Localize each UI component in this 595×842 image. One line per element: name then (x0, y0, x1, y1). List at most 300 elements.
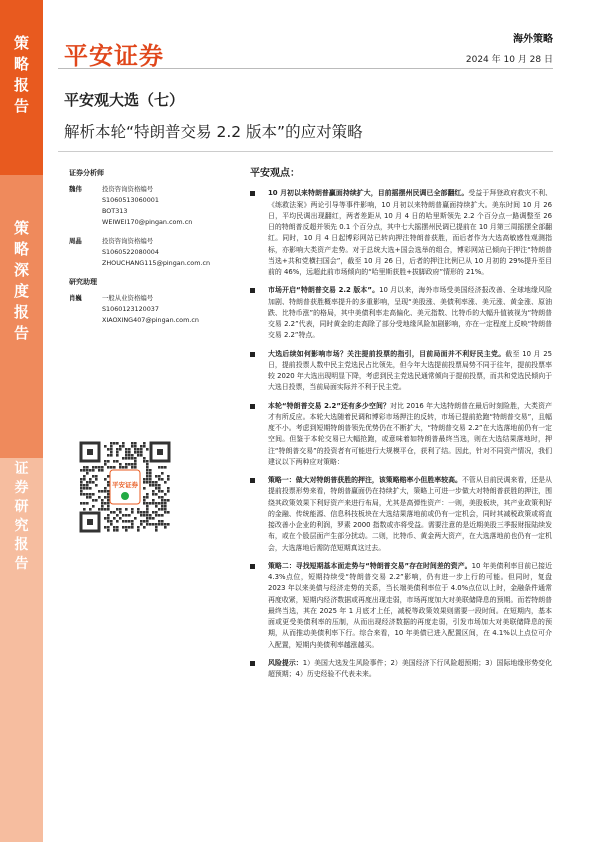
qr-module (89, 493, 92, 496)
qr-module (152, 502, 155, 505)
qr-module (149, 514, 152, 517)
qr-module (116, 508, 119, 511)
qr-module (140, 514, 143, 517)
bullet-icon (250, 191, 255, 196)
qr-module (119, 517, 122, 520)
point-lead: 策略一：做大对特朗普获胜的押注，该策略赔率小但胜率较高。 (268, 476, 462, 484)
qr-module (155, 523, 158, 526)
point-lead: 市场开启“特朗普交易 2.2 版本”。 (268, 286, 380, 295)
qr-module (110, 511, 113, 514)
qr-module (86, 502, 89, 505)
point-paragraph (250, 285, 552, 341)
qr-module (83, 508, 86, 511)
qr-module (143, 499, 146, 502)
qr-module (143, 445, 146, 448)
report-date: 2024 年 10 月 28 日 (465, 55, 553, 65)
qr-module (107, 490, 110, 493)
qr-module (119, 511, 122, 514)
qr-module (128, 451, 131, 454)
qr-module (158, 487, 161, 490)
sidebar-char: 略 (13, 55, 29, 73)
qr-module (161, 520, 164, 523)
qr-module (107, 514, 110, 517)
qr-module (140, 451, 143, 454)
qr-module (149, 481, 152, 484)
qr-module (137, 448, 140, 451)
point-text: 10 年美债利率目前已接近 4.3%点位，短期持续受“特朗普交易 2.2”影响，仍有进一步上行的可能。但同时，复盘 2023 年以来美债与经济走势的关系，当长端美债利率位于 4.0%点位以上时，金融条件通常再度收紧，短期内经济数据或再度出现走弱，市场再度加大对美联储降息的预期。而若特朗普最终当选，其在 2025 年 1 月底才上任，减税等政策效果则需要一段时间。在短期内，基本面或更受美债利率的压制，从而出现经济数据的再度走弱，引发市场加大对美联储降息的预期，从而推动美债利率下行。综合来看，10 年美债已进入配置区间，在 4.1%以上点位可介入配置，短期内美债利率越涨越买。 (268, 561, 552, 649)
qr-module (146, 466, 149, 469)
qr-module (128, 520, 131, 523)
qr-module (155, 493, 158, 496)
qr-module (107, 505, 110, 508)
analyst-panel (69, 168, 244, 334)
qr-module (116, 460, 119, 463)
qr-module (131, 508, 134, 511)
qr-module (143, 487, 146, 490)
qr-module (146, 511, 149, 514)
qr-module (158, 508, 161, 511)
sidebar-char: 报 (13, 303, 29, 321)
qr-module (143, 442, 146, 445)
qr-module (95, 484, 98, 487)
point-paragraph (250, 561, 552, 651)
qr-module (113, 517, 116, 520)
qr-module (146, 481, 149, 484)
qr-module (122, 514, 125, 517)
risk-paragraph (250, 658, 552, 681)
qr-module (125, 508, 128, 511)
qr-module (146, 523, 149, 526)
qr-module (155, 487, 158, 490)
bullet-icon (250, 352, 255, 357)
analyst-line: S1060522080004 (102, 248, 159, 256)
qr-module (137, 451, 140, 454)
sidebar-segment-deep-report (0, 175, 43, 458)
qr-module (92, 499, 95, 502)
qr-module (107, 517, 110, 520)
qr-logo-text: 平安证券 (112, 481, 138, 489)
qr-module (158, 475, 161, 478)
qr-module (149, 475, 152, 478)
qr-module (104, 490, 107, 493)
qr-module (143, 478, 146, 481)
sidebar-char: 证 (14, 461, 29, 477)
qr-module (113, 529, 116, 532)
qr-module (113, 442, 116, 445)
qr-module (161, 499, 164, 502)
qr-module (155, 511, 158, 514)
assistant-line: S1060123120037 (102, 305, 159, 313)
qr-module (146, 496, 149, 499)
qr-module (101, 505, 104, 508)
qr-module (89, 487, 92, 490)
qr-module (86, 487, 89, 490)
qr-module (107, 484, 110, 487)
qr-module (116, 514, 119, 517)
qr-module (140, 445, 143, 448)
qr-module (137, 526, 140, 529)
qr-module (152, 511, 155, 514)
qr-module (158, 490, 161, 493)
qr-module (110, 466, 113, 469)
qr-module (134, 448, 137, 451)
point-lead: 本轮“特朗普交易 2.2”还有多少空间？ (268, 401, 390, 410)
sidebar-char: 报 (14, 537, 29, 553)
qr-module (146, 520, 149, 523)
qr-module (101, 508, 104, 511)
qr-module (80, 490, 83, 493)
qr-module (89, 478, 92, 481)
qr-module (107, 475, 110, 478)
qr-module (125, 457, 128, 460)
qr-module (86, 493, 89, 496)
qr-module (92, 475, 95, 478)
qr-module (143, 481, 146, 484)
qr-module (95, 475, 98, 478)
qr-module (101, 469, 104, 472)
point-lead: 10 月初以来特朗普赢面持续扩大，目前摇摆州民调已全部翻红。 (268, 189, 469, 198)
qr-module (161, 523, 164, 526)
qr-module (110, 445, 113, 448)
qr-module (152, 517, 155, 520)
qr-module (107, 466, 110, 469)
qr-module (134, 445, 137, 448)
qr-module (116, 442, 119, 445)
qr-module (116, 448, 119, 451)
qr-module (125, 466, 128, 469)
qr-module (164, 466, 167, 469)
qr-module (155, 502, 158, 505)
qr-module (104, 445, 107, 448)
qr-module (161, 508, 164, 511)
qr-module (134, 463, 137, 466)
point-text: 截至 10 月 25 日，提前投票人数中民主党选民占比领先，但今年大选提前投票局势不同于往年，提前投票率较 2020 年大选出现明显下降，考虑到民主党选民通常倾向于提前投票，而共和党选民倾向于大选日投票，当前局面实际并不利于民主党。 (268, 349, 553, 392)
qr-module (107, 502, 110, 505)
qr-module (125, 448, 128, 451)
qr-module (140, 523, 143, 526)
report-category: 海外策略 (513, 34, 553, 45)
sidebar-segment-strategy-report (0, 0, 43, 175)
qr-module (152, 523, 155, 526)
sidebar-char: 告 (13, 97, 29, 115)
qr-module (167, 478, 170, 481)
qr-module (167, 475, 170, 478)
qr-module (143, 520, 146, 523)
qr-module (161, 505, 164, 508)
qr-module (134, 460, 137, 463)
qr-module (125, 520, 128, 523)
qr-module (116, 529, 119, 532)
company-logo: 平安证券 (64, 42, 164, 70)
sidebar-char: 度 (13, 282, 29, 300)
header-divider (58, 68, 553, 69)
bullet-icon (250, 661, 255, 666)
qr-module (140, 511, 143, 514)
qr-module (92, 493, 95, 496)
qr-module (158, 520, 161, 523)
qr-module (116, 454, 119, 457)
qr-module (110, 523, 113, 526)
qr-module (80, 493, 83, 496)
qr-module (83, 469, 86, 472)
qr-module (131, 445, 134, 448)
qr-module (158, 466, 161, 469)
qr-module (149, 469, 152, 472)
qr-module (152, 490, 155, 493)
qr-module (80, 469, 83, 472)
qr-module (167, 511, 170, 514)
assistant-email[interactable]: XIAOXING407@pingan.com.cn (102, 316, 199, 324)
point-paragraph (250, 188, 552, 278)
sidebar-char: 告 (14, 556, 29, 572)
qr-module (80, 502, 83, 505)
qr-module (107, 508, 110, 511)
qr-module (161, 502, 164, 505)
qr-module (146, 508, 149, 511)
qr-module (122, 445, 125, 448)
qr-module (107, 529, 110, 532)
qr-module (128, 454, 131, 457)
qr-module (110, 454, 113, 457)
point-lead: 风险提示： (268, 658, 303, 667)
point-lead: 大选后续如何影响市场？关注提前投票的指引，目前局面并不利好民主党。 (268, 349, 506, 358)
qr-module (83, 487, 86, 490)
qr-module (146, 460, 149, 463)
qr-module (95, 478, 98, 481)
qr-module (155, 529, 158, 532)
qr-module (131, 454, 134, 457)
sidebar (0, 0, 43, 842)
qr-module (122, 442, 125, 445)
analyst-line: 投资咨询资格编号 (102, 237, 154, 245)
qr-module (164, 493, 167, 496)
qr-module (149, 517, 152, 520)
qr-module (83, 484, 86, 487)
qr-module (161, 466, 164, 469)
assistant-name: 肖巍 (69, 294, 82, 302)
qr-module (164, 511, 167, 514)
qr-module (131, 442, 134, 445)
qr-module (92, 505, 95, 508)
qr-module (116, 451, 119, 454)
qr-module (167, 523, 170, 526)
bullet-icon (250, 564, 255, 569)
qr-module (155, 475, 158, 478)
analyst-line: S1060513060001 (102, 196, 159, 204)
qr-module (140, 520, 143, 523)
sidebar-char: 深 (13, 261, 29, 279)
qr-module (125, 454, 128, 457)
qr-module (128, 457, 131, 460)
qr-module (86, 484, 89, 487)
qr-module (143, 502, 146, 505)
qr-module (101, 466, 104, 469)
qr-module (122, 520, 125, 523)
analyst-name: 周晶 (69, 237, 82, 245)
qr-module (164, 502, 167, 505)
qr-module (152, 493, 155, 496)
qr-module (104, 487, 107, 490)
qr-module (107, 493, 110, 496)
qr-module (131, 523, 134, 526)
qr-module (98, 496, 101, 499)
analyst-entry (69, 184, 244, 228)
qr-module (86, 472, 89, 475)
qr-module (158, 496, 161, 499)
qr-module (119, 445, 122, 448)
point-paragraph (250, 475, 552, 554)
sidebar-char: 究 (14, 518, 29, 534)
qr-module (101, 490, 104, 493)
analyst-email[interactable]: ZHOUCHANG115@pingan.com.cn (102, 259, 211, 267)
point-text: 受益于拜登政府救灾不利、《练救法案》两论引导等事件影响，10 月初以来特朗普赢面持续扩大。美东时间 10 月 26 日，平均民调出现翻红，两者差距从 10 月 4 日的哈里斯领先 2.2 个百分点一路调整至 26 日的特朗普反超并领先 0.1 个百分点，其中七大摇摆州民调已提前在 10 月第三周摇摆全部翻红。同时，10 月 4 日起博彩网站已转向押注特朗普获胜，而后者作为大选高敏感性观测指标，亦影响大类资产走势。对于总统大选+国会选举的组合，博彩网站已倾向于押注“特朗普当选+共和党横扫国会”，截至 10 月 26 日，后者的押注比例已从 10 月初的 29%提升至目前的 46%，远超此前市场倾向的“哈里斯获胜+拔脚政府”情形的 21%。 (268, 189, 552, 276)
qr-module (107, 454, 110, 457)
qr-module (98, 490, 101, 493)
qr-module (89, 469, 92, 472)
qr-module (155, 481, 158, 484)
point-paragraph (250, 401, 552, 469)
analyst-line: 投资咨询资格编号 (102, 185, 154, 193)
qr-module (167, 487, 170, 490)
qr-module (89, 496, 92, 499)
qr-module (107, 526, 110, 529)
qr-module (92, 481, 95, 484)
qr-module (122, 457, 125, 460)
qr-module (158, 478, 161, 481)
qr-module (146, 448, 149, 451)
qr-module (158, 514, 161, 517)
qr-module (167, 490, 170, 493)
qr-module (146, 505, 149, 508)
sidebar-char: 策 (13, 34, 29, 52)
qr-module (98, 469, 101, 472)
assistant-heading: 研究助理 (69, 278, 97, 286)
qr-module (128, 526, 131, 529)
point-paragraph (250, 349, 552, 394)
qr-module (125, 529, 128, 532)
qr-module (119, 466, 122, 469)
qr-module (137, 454, 140, 457)
qr-code-icon[interactable] (78, 440, 172, 534)
page-title: 解析本轮“特朗普交易 2.2 版本”的应对策略 (64, 123, 363, 141)
qr-module (155, 514, 158, 517)
qr-module (107, 481, 110, 484)
qr-module (143, 460, 146, 463)
sidebar-char: 研 (14, 499, 29, 515)
bullet-icon (250, 288, 255, 293)
qr-module (167, 499, 170, 502)
qr-module (86, 469, 89, 472)
qr-module (161, 478, 164, 481)
qr-module (161, 514, 164, 517)
qr-module (110, 451, 113, 454)
qr-module (104, 502, 107, 505)
qr-module (113, 466, 116, 469)
qr-module (101, 499, 104, 502)
qr-module (119, 448, 122, 451)
qr-module (134, 451, 137, 454)
analyst-entry (69, 236, 244, 269)
qr-module (104, 526, 107, 529)
qr-module (155, 505, 158, 508)
qr-module (140, 454, 143, 457)
qr-module (164, 526, 167, 529)
point-lead: 策略二：寻找短期基本面走势与“特朗普交易”存在时间差的资产。 (268, 561, 472, 570)
qr-module (146, 517, 149, 520)
qr-module (86, 466, 89, 469)
qr-module (143, 457, 146, 460)
analyst-email[interactable]: WEIWEI170@pingan.com.cn (102, 218, 193, 226)
qr-module (95, 499, 98, 502)
assistant-line: 一般从业资格编号 (102, 294, 154, 302)
qr-module (152, 484, 155, 487)
qr-module (92, 466, 95, 469)
qr-module (122, 466, 125, 469)
analyst-name: 魏伟 (69, 185, 82, 193)
qr-module (158, 484, 161, 487)
qr-module (152, 499, 155, 502)
qr-module (131, 457, 134, 460)
qr-module (164, 508, 167, 511)
qr-module (152, 481, 155, 484)
qr-module (101, 502, 104, 505)
sidebar-char: 告 (13, 324, 29, 342)
assistant-entry (69, 293, 244, 326)
qr-module (104, 508, 107, 511)
qr-module (83, 493, 86, 496)
qr-module (89, 508, 92, 511)
qr-module (164, 499, 167, 502)
qr-module (86, 496, 89, 499)
qr-module (113, 511, 116, 514)
analyst-heading: 证券分析师 (69, 169, 104, 177)
qr-module (110, 520, 113, 523)
qr-module (146, 472, 149, 475)
qr-module (83, 475, 86, 478)
qr-module (146, 514, 149, 517)
qr-module (125, 514, 128, 517)
qr-module (161, 472, 164, 475)
qr-module (143, 526, 146, 529)
qr-module (137, 511, 140, 514)
sidebar-char: 报 (13, 76, 29, 94)
key-points (250, 168, 552, 687)
qr-module (80, 481, 83, 484)
qr-module (155, 526, 158, 529)
qr-module (98, 508, 101, 511)
qr-module (107, 520, 110, 523)
qr-module (137, 508, 140, 511)
qr-module (86, 481, 89, 484)
series-title: 平安观大选（七） (64, 91, 185, 109)
qr-module (134, 457, 137, 460)
qr-module (98, 466, 101, 469)
qr-module (146, 478, 149, 481)
qr-module (107, 460, 110, 463)
bullet-icon (250, 478, 255, 483)
sidebar-char: 券 (14, 480, 29, 496)
qr-module (137, 529, 140, 532)
qr-module (119, 508, 122, 511)
qr-module (140, 448, 143, 451)
qr-module (128, 463, 131, 466)
analyst-line: BOT313 (102, 207, 128, 215)
qr-module (125, 451, 128, 454)
qr-module (149, 484, 152, 487)
qr-module (83, 478, 86, 481)
qr-module (113, 526, 116, 529)
qr-module (83, 466, 86, 469)
